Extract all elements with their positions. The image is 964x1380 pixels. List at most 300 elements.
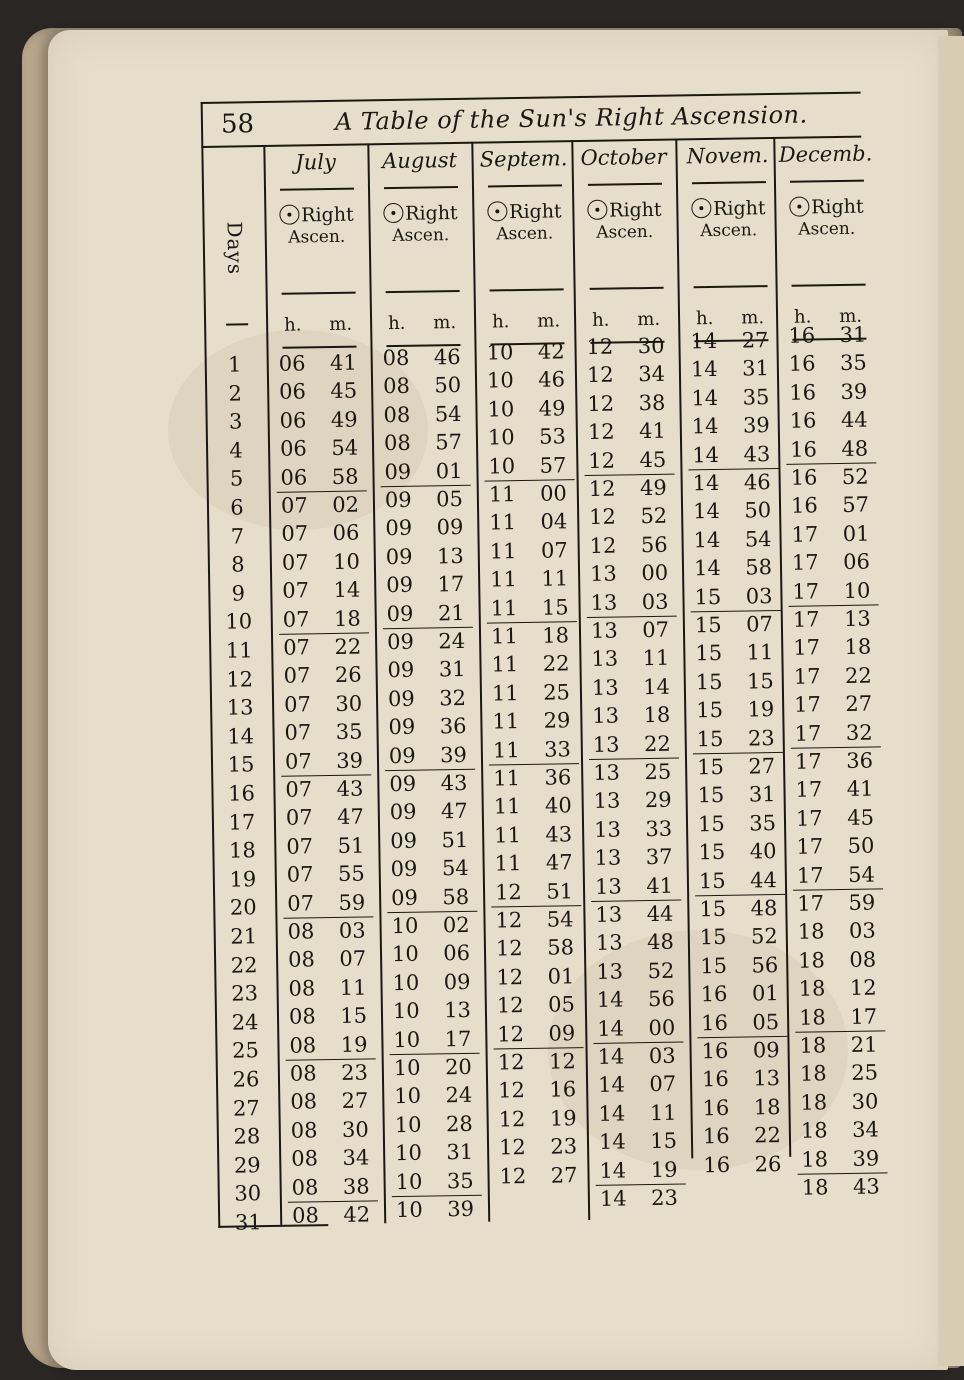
hour-cell: 13 [596,959,624,984]
header-rule [282,292,356,295]
hour-cell: 16 [790,493,818,519]
hour-cell: 15 [695,669,723,695]
hour-cell: 12 [587,391,615,416]
hours-label: h. [793,306,812,328]
minute-cell: 03 [338,918,366,943]
minute-cell: 44 [749,867,778,893]
hour-cell: 08 [383,402,411,427]
hour-cell: 08 [291,1146,319,1171]
hour-cell: 17 [793,635,821,661]
hour-cell: 15 [696,726,724,751]
minute-cell: 11 [541,566,569,591]
minute-cell: 09 [436,515,464,540]
hour-cell: 18 [798,1004,826,1030]
hour-cell: 15 [694,584,722,609]
minute-cell: 32 [439,685,467,711]
hours-minutes-head [574,308,678,331]
hour-cell: 07 [282,606,310,632]
minute-cell: 42 [537,339,565,364]
minute-cell: 19 [549,1106,577,1131]
minute-cell: 58 [442,884,470,909]
minute-cell: 34 [851,1117,880,1143]
minute-cell: 58 [547,935,575,961]
hour-cell: 09 [389,800,417,825]
header-rule [692,181,766,184]
minute-cell: 22 [844,663,872,688]
minute-cell: 03 [745,583,773,609]
minute-cell: 49 [639,475,667,501]
minute-cell: 40 [544,793,572,819]
minute-cell: 03 [848,918,876,944]
month-name: July [295,149,337,175]
minute-cell: 50 [434,373,462,398]
minute-cell: 15 [340,1003,368,1029]
hour-cell: 07 [283,635,311,660]
minute-cell: 14 [333,577,361,603]
minute-cell: 35 [446,1168,474,1193]
hour-cell: 07 [286,834,314,859]
minute-cell: 35 [335,719,363,745]
minute-cell: 21 [437,600,465,625]
minute-cell: 27 [845,691,873,717]
minute-cell: 54 [434,401,462,427]
minute-cell: 57 [842,492,870,518]
minute-cell: 21 [850,1032,878,1057]
hour-cell: 17 [791,522,819,547]
minute-cell: 27 [748,754,776,779]
hour-cell: 12 [589,533,617,558]
minute-cell: 15 [746,668,774,694]
right-ascension-label [264,203,369,249]
hour-cell: 17 [794,749,822,774]
day-number: 10 [225,609,253,635]
minute-cell: 35 [839,350,867,376]
hour-cell: 13 [593,788,621,814]
hour-cell: 07 [285,805,313,831]
minute-cell: 41 [646,873,674,898]
minute-cell: 59 [848,890,876,915]
hour-cell: 14 [597,1072,626,1098]
day-number: 4 [229,438,243,463]
hour-cell: 08 [288,976,316,1001]
month-column [773,137,895,1258]
day-number: 23 [231,981,259,1006]
minute-cell: 49 [330,407,358,432]
hours-label: h. [695,307,714,330]
hour-cell: 11 [491,680,519,706]
minute-cell: 41 [638,418,667,444]
minute-cell: 57 [539,452,567,478]
minute-cell: 34 [342,1145,370,1171]
hours-label: h. [283,314,302,336]
hour-cell: 18 [801,1175,829,1200]
hour-cell: 07 [284,748,312,774]
hour-cell: 13 [589,561,618,587]
day-number: 22 [230,952,258,978]
minute-cell: 33 [645,816,673,841]
hour-cell: 14 [692,499,721,524]
minute-cell: 51 [337,833,365,858]
hour-cell: 09 [386,629,415,655]
hour-cell: 12 [498,1106,526,1132]
minute-cell: 51 [441,827,469,853]
hour-cell: 14 [599,1158,627,1183]
minute-cell: 46 [743,470,771,495]
hour-cell: 09 [385,516,413,541]
day-number: 8 [231,552,245,577]
minute-cell: 29 [543,708,571,733]
ascen-label: Ascen. [700,220,758,242]
hour-cell: 10 [391,913,419,939]
minute-cell: 41 [846,776,874,802]
minute-cell: 56 [751,952,779,978]
minute-cell: 15 [650,1128,678,1154]
hour-cell: 14 [692,442,720,467]
hour-cell: 08 [383,430,411,456]
minute-cell: 39 [336,748,364,773]
minute-cell: 11 [746,640,774,665]
minute-cell: 38 [638,390,666,415]
hour-cell: 14 [693,527,721,553]
minute-cell: 00 [641,560,669,586]
ascen-label: Ascen. [392,225,450,246]
hour-cell: 11 [492,709,520,734]
hour-cell: 18 [797,948,826,973]
hour-cell: 15 [698,840,726,865]
hour-cell: 13 [595,930,623,956]
minute-cell: 58 [745,555,773,580]
hour-cell: 16 [789,408,817,433]
hour-cell: 08 [382,374,411,399]
hour-cell: 13 [594,845,622,871]
minute-cell: 11 [339,975,367,1000]
minute-cell: 55 [337,861,365,887]
hour-cell: 09 [385,544,413,569]
hour-cell: 12 [588,448,616,473]
hour-cell: 13 [593,760,621,785]
minute-cell: 31 [446,1140,474,1165]
minute-cell: 54 [546,907,574,932]
hour-cell: 15 [700,953,728,979]
minute-cell: 52 [841,464,869,489]
hour-cell: 15 [696,698,724,723]
days-rule [226,323,248,325]
hour-cell: 16 [702,1124,730,1149]
hour-cell: 14 [691,385,719,411]
minute-cell: 50 [847,833,875,859]
hour-cell: 11 [489,510,517,535]
ascen-label: Ascen. [288,226,346,248]
hour-cell: 15 [695,641,723,666]
day-number: 13 [226,695,254,720]
right-ascension-label [774,195,879,241]
minute-cell: 25 [543,680,571,705]
hour-cell: 10 [394,1084,422,1109]
month-name: August [381,147,458,174]
hour-cell: 15 [696,754,725,780]
minute-cell: 22 [542,651,570,677]
minute-cell: 43 [852,1174,880,1199]
minute-cell: 38 [342,1174,370,1199]
hour-cell: 07 [283,663,311,689]
minute-cell: 59 [338,890,366,915]
ascen-label: Ascen. [798,218,856,240]
hour-cell: 09 [389,771,417,797]
minute-cell: 41 [329,350,357,375]
hours-minutes-head [474,310,578,333]
header-rule [488,184,562,187]
minute-cell: 18 [643,702,671,728]
right-label: Right [608,198,662,222]
month-column [571,141,693,1262]
minute-cell: 52 [750,924,778,949]
hour-cell: 10 [392,998,420,1024]
hour-cell: 10 [394,1140,423,1166]
hour-cell: 11 [492,737,520,763]
minute-cell: 39 [447,1196,475,1222]
sun-icon [279,204,299,224]
month-name: October [580,144,667,171]
hour-cell: 11 [493,822,522,848]
header-rule [792,284,866,287]
day-number: 16 [227,781,256,806]
hour-cell: 08 [291,1203,320,1228]
minute-cell: 16 [549,1077,577,1103]
hour-cell: 10 [393,1055,421,1081]
hour-cell: 18 [798,976,826,1001]
hour-cell: 07 [280,493,308,518]
hour-cell: 08 [287,919,315,944]
hour-cell: 17 [791,550,819,575]
hour-cell: 09 [386,572,414,598]
hours-minutes-head [266,313,370,336]
minute-cell: 13 [436,543,464,569]
sun-icon [383,203,403,223]
minute-cell: 43 [545,822,573,847]
minute-cell: 05 [547,992,576,1017]
hour-cell: 07 [282,578,310,603]
minute-cell: 47 [545,850,573,875]
hour-cell: 09 [384,459,412,484]
hour-cell: 12 [494,879,522,905]
hour-cell: 11 [488,482,516,507]
minute-cell: 36 [544,765,572,790]
minute-cell: 33 [543,736,572,762]
minute-cell: 17 [444,1026,472,1051]
hour-cell: 12 [589,504,617,530]
hour-cell: 11 [491,652,519,677]
facing-page-edge [938,36,964,1366]
day-number: 31 [234,1210,262,1235]
minute-cell: 23 [340,1060,369,1085]
hour-cell: 17 [795,777,823,803]
day-number: 30 [234,1181,262,1206]
day-number: 11 [225,638,253,663]
hour-cell: 07 [284,720,312,745]
hours-label: h. [387,312,406,335]
minute-cell: 54 [744,526,772,552]
hour-cell: 16 [788,351,816,377]
minute-cell: 37 [645,844,673,870]
hour-cell: 09 [386,601,414,626]
header-rule [588,183,662,186]
minute-cell: 28 [445,1111,473,1137]
minute-cell: 05 [435,486,464,512]
hour-cell: 06 [279,436,308,461]
minute-cell: 42 [343,1202,371,1227]
hour-cell: 16 [701,1038,729,1064]
ascen-label: Ascen. [596,221,654,243]
hour-cell: 11 [490,624,518,649]
days-column-label: Days [222,221,248,276]
day-number: 25 [231,1038,260,1064]
minute-cell: 02 [442,912,470,938]
hour-cell: 11 [494,851,522,876]
hour-cell: 06 [280,464,308,490]
minute-cell: 00 [648,1015,676,1040]
hour-cell: 08 [290,1118,318,1143]
minute-cell: 44 [840,407,868,433]
hour-cell: 09 [388,743,416,768]
hour-cell: 16 [702,1095,730,1121]
hour-cell: 13 [593,817,622,842]
hour-cell: 14 [691,414,719,439]
minute-cell: 35 [742,384,770,410]
minute-cell: 07 [649,1072,677,1097]
minute-cell: 46 [538,367,566,393]
day-number: 18 [228,838,256,863]
month-name: Novem. [686,143,769,169]
sun-icon [691,198,711,218]
minute-cell: 13 [444,998,472,1023]
hour-cell: 12 [495,936,523,961]
hour-cell: 15 [698,868,726,893]
minute-cell: 22 [754,1123,782,1148]
right-label: Right [405,201,458,225]
minute-cell: 14 [642,674,671,699]
minute-cell: 36 [846,748,874,773]
hour-cell: 11 [490,595,518,621]
hour-cell: 10 [486,368,514,393]
hour-cell: 17 [794,720,822,746]
hour-cell: 12 [496,993,524,1018]
hour-cell: 18 [797,919,825,945]
hour-cell: 07 [283,692,312,717]
hour-cell: 12 [587,419,615,445]
hour-cell: 14 [693,556,721,581]
month-name: Septem. [479,146,568,172]
hour-cell: 07 [281,521,309,547]
hour-cell: 08 [289,1032,317,1058]
minute-cell: 17 [850,1004,878,1029]
minute-cell: 04 [540,509,568,535]
minute-cell: 43 [440,770,468,796]
hour-cell: 15 [697,783,725,808]
day-number: 28 [233,1124,261,1149]
sun-icon [587,200,607,220]
day-number: 3 [228,409,243,434]
hour-cell: 17 [793,664,821,689]
month-column [263,145,385,1266]
hour-cell: 12 [498,1135,527,1160]
minute-cell: 05 [752,1009,780,1035]
minute-cell: 09 [443,969,471,995]
minute-cell: 07 [642,617,670,643]
hour-cell: 12 [498,1078,526,1103]
minute-cell: 58 [331,464,359,489]
hour-cell: 13 [592,732,620,757]
right-ascension-label [676,197,781,243]
hour-cell: 16 [700,982,728,1007]
hour-cell: 06 [278,351,306,376]
hours-minutes-head [776,305,880,328]
minute-cell: 39 [852,1146,880,1171]
hour-cell: 11 [493,794,521,819]
minute-cell: 01 [751,981,779,1006]
minute-cell: 19 [340,1032,368,1057]
minute-cell: 48 [841,436,869,461]
minute-cell: 02 [332,492,360,517]
hour-cell: 16 [701,1067,729,1092]
hour-cell: 16 [788,323,816,348]
month-name: Decemb. [778,141,873,167]
minute-cell: 27 [341,1088,369,1114]
hour-cell: 17 [792,607,820,632]
day-number: 7 [230,523,245,549]
hour-cell: 15 [699,896,727,922]
day-number: 12 [226,666,254,692]
minute-cell: 43 [336,776,364,801]
hour-cell: 06 [279,379,307,405]
hour-cell: 18 [800,1118,828,1143]
minute-cell: 11 [649,1100,677,1125]
day-number: 6 [230,495,244,520]
sun-icon [487,201,507,221]
minute-cell: 56 [647,986,675,1012]
minute-cell: 18 [333,606,361,631]
hour-cell: 08 [290,1089,318,1115]
hour-cell: 10 [486,340,514,365]
minute-cell: 30 [637,333,665,359]
hour-cell: 13 [595,902,623,927]
minute-cell: 09 [752,1038,780,1063]
hour-cell: 15 [694,612,722,638]
hour-cell: 12 [586,334,614,359]
right-label: Right [301,203,354,227]
minute-cell: 48 [646,930,675,955]
minute-cell: 39 [439,742,468,767]
day-number: 5 [229,466,244,491]
day-number: 15 [227,752,255,778]
minute-cell: 50 [744,498,772,523]
ascension-table [200,52,880,1235]
minute-cell: 03 [641,589,669,614]
minute-cell: 19 [747,697,775,722]
minute-cell: 52 [640,504,668,529]
minute-cell: 07 [339,946,367,972]
day-number: 20 [229,895,257,921]
minutes-label: m. [637,308,661,331]
month-column [367,144,489,1265]
hour-cell: 16 [790,465,818,490]
header-rule [590,287,664,290]
minute-cell: 03 [648,1043,676,1069]
minute-cell: 10 [843,578,871,603]
hour-cell: 12 [497,1021,525,1047]
right-label: Right [509,200,562,224]
hour-cell: 16 [789,436,818,462]
hour-cell: 08 [291,1174,319,1200]
